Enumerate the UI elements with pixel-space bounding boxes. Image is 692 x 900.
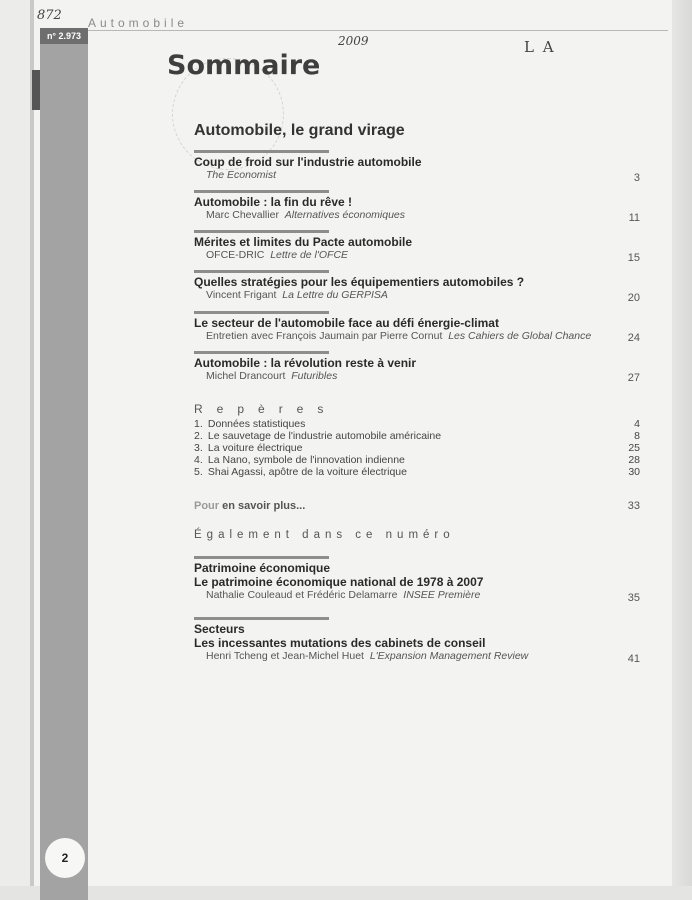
entry-byline (194, 249, 642, 262)
entry-title: Quelles stratégies pour les équipementiers automobiles ? (194, 275, 525, 289)
entry-byline (194, 370, 642, 383)
scan-left-edge (0, 0, 31, 900)
entry-source: INSEE Première (403, 589, 481, 601)
running-head-rule (88, 30, 668, 31)
toc-entry[interactable] (194, 556, 642, 602)
reperes-item[interactable] (194, 418, 642, 430)
entry-source: Lettre de l'OFCE (270, 249, 349, 261)
page-number-badge: 2 (45, 838, 85, 878)
entry-title: Le patrimoine économique national de 1978 à 2007 (194, 575, 484, 589)
entry-page-number: 20 (627, 292, 640, 304)
entry-source: Futuribles (291, 370, 338, 382)
item-label: Shai Agassi, apôtre de la voiture électrique (207, 466, 407, 478)
also-heading: Également dans ce numéro (194, 529, 455, 541)
entry-author: Entretien avec François Jaumain par Pierre Cornut (206, 330, 443, 342)
entry-source: L'Expansion Management Review (369, 650, 529, 662)
handwritten-code: 872 (37, 8, 62, 23)
entry-author: Henri Tcheng et Jean-Michel Huet (206, 650, 364, 662)
entry-page-number: 3 (633, 172, 640, 184)
entry-source: Les Cahiers de Global Chance (448, 330, 592, 342)
toc-entry[interactable] (194, 230, 642, 262)
entry-author: Nathalie Couleaud et Frédéric Delamarre (206, 589, 398, 601)
page-title: Sommaire (167, 50, 321, 81)
entry-rubric: Secteurs (194, 622, 245, 636)
item-number: 4. (194, 454, 203, 466)
entry-rule (194, 190, 329, 193)
entry-rule (194, 230, 329, 233)
reperes-heading: Repères (194, 402, 338, 416)
reperes-item[interactable] (194, 430, 642, 442)
entry-source: Alternatives économiques (284, 209, 406, 221)
item-page-number: 8 (634, 430, 640, 442)
toc-entry[interactable] (194, 150, 642, 182)
entry-byline (194, 289, 642, 302)
reperes-item[interactable] (194, 442, 642, 454)
item-page-number: 4 (634, 418, 640, 430)
entry-author: Michel Drancourt (206, 370, 286, 382)
entry-page-number: 35 (627, 592, 640, 604)
toc-entry[interactable] (194, 617, 642, 663)
item-page-number: 30 (628, 466, 640, 478)
entry-rule (194, 311, 329, 314)
further-reading-entry[interactable] (194, 500, 642, 512)
entry-page-number: 41 (627, 653, 640, 665)
item-label: La Nano, symbole de l'innovation indienne (207, 454, 405, 466)
entry-page-number: 27 (627, 372, 640, 384)
issue-number-badge: n° 2.973 (40, 28, 88, 44)
entry-byline (194, 650, 642, 663)
entry-rule (194, 351, 329, 354)
handwritten-year: 2009 (338, 34, 369, 48)
item-label: La voiture électrique (207, 442, 303, 454)
entry-title: Automobile : la révolution reste à venir (194, 356, 417, 370)
item-page-number: 25 (628, 442, 640, 454)
item-number: 2. (194, 430, 203, 442)
entry-page-number: 11 (628, 212, 640, 224)
handwritten-initials: L A (524, 38, 556, 56)
further-reading-page-number: 33 (627, 500, 640, 512)
scan-right-edge (672, 0, 692, 900)
further-reading-pour: Pour (194, 500, 220, 512)
toc-entry[interactable] (194, 351, 642, 383)
entry-title: Les incessantes mutations des cabinets de conseil (194, 636, 486, 650)
entry-rule (194, 150, 329, 153)
entry-title: Coup de froid sur l'industrie automobile (194, 155, 422, 169)
item-label: Le sauvetage de l'industrie automobile américaine (207, 430, 442, 442)
scan-fold-shadow (30, 0, 34, 900)
running-head: Automobile (88, 16, 189, 30)
entry-author: Marc Chevallier (206, 209, 279, 221)
entry-rule (194, 617, 329, 620)
toc-entry[interactable] (194, 270, 642, 302)
item-number: 1. (194, 418, 203, 430)
toc-entry[interactable] (194, 311, 642, 343)
entry-author: Vincent Frigant (206, 289, 277, 301)
entry-rule (194, 270, 329, 273)
item-number: 5. (194, 466, 203, 478)
entry-rubric: Patrimoine économique (194, 561, 331, 575)
entry-source: La Lettre du GERPISA (282, 289, 388, 301)
entry-title: Mérites et limites du Pacte automobile (194, 235, 413, 249)
entry-byline (194, 589, 642, 602)
dossier-title: Automobile, le grand virage (194, 122, 405, 139)
reperes-item[interactable] (194, 454, 642, 466)
item-number: 3. (194, 442, 203, 454)
scan-bottom-edge (0, 886, 692, 900)
entry-page-number: 15 (627, 252, 640, 264)
entry-author: OFCE-DRIC (206, 249, 265, 261)
entry-page-number: 24 (627, 332, 640, 344)
item-label: Données statistiques (207, 418, 306, 430)
further-reading-label: en savoir plus... (222, 500, 306, 512)
entry-title: Le secteur de l'automobile face au défi énergie-climat (194, 316, 499, 330)
entry-rule (194, 556, 329, 559)
toc-entry[interactable] (194, 190, 642, 222)
entry-byline (194, 169, 642, 182)
entry-source: The Economist (206, 169, 277, 181)
band-dark-strip (32, 70, 40, 110)
entry-byline (194, 330, 642, 343)
item-page-number: 28 (628, 454, 640, 466)
reperes-item[interactable] (194, 466, 642, 478)
entry-title: Automobile : la fin du rêve ! (194, 195, 353, 209)
entry-byline (194, 209, 642, 222)
reperes-list (194, 418, 642, 478)
side-gray-band (40, 30, 88, 900)
